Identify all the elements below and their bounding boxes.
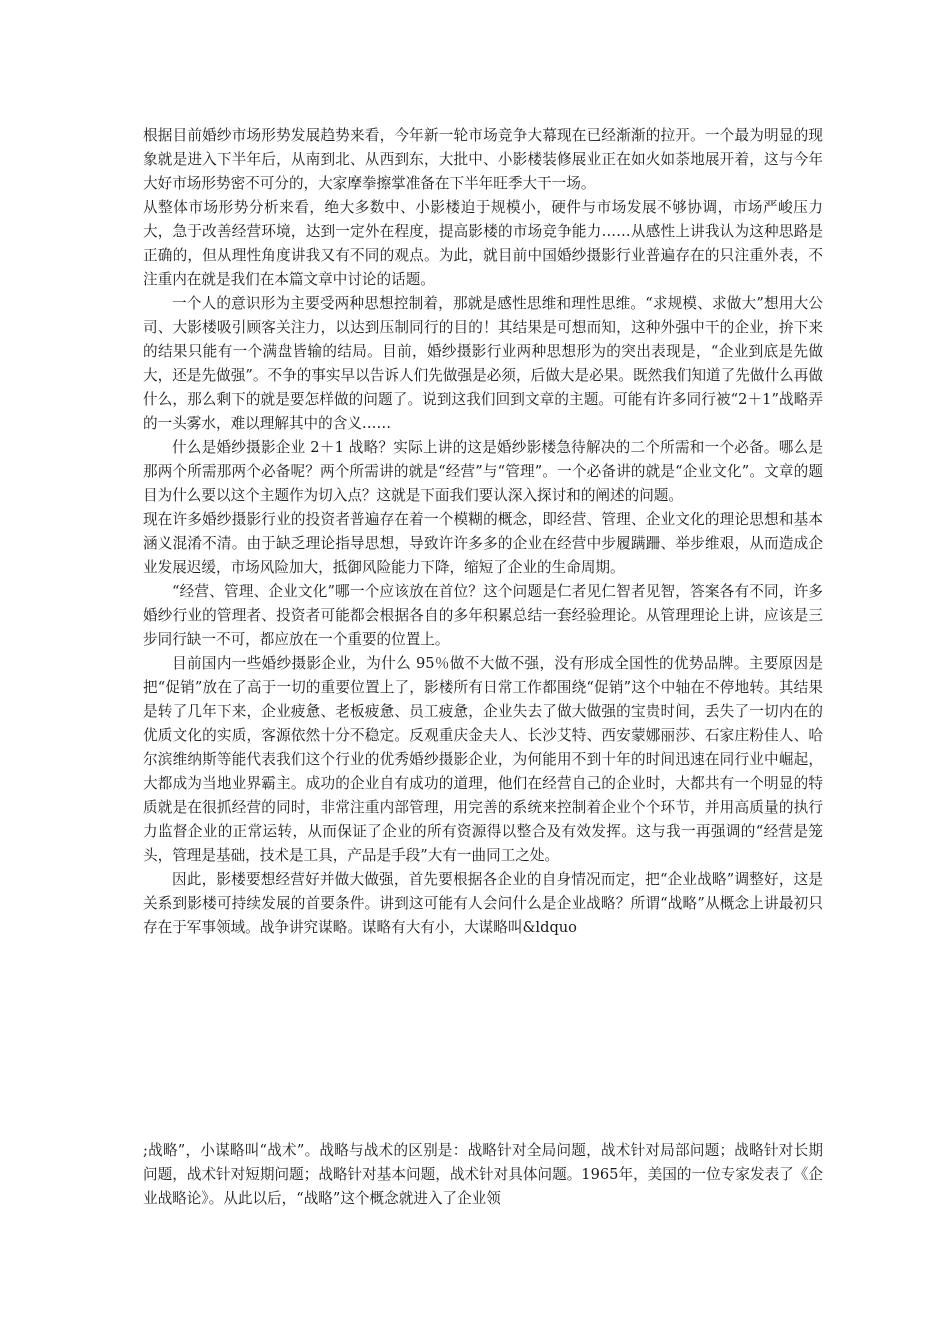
paragraph: 因此，影楼要想经营好并做大做强，首先要根据各企业的自身情况而定，把“企业战略”调整好，这是关系到影楼可持续发展的首要条件。讲到这可能有人会问什么是企业战略？所谓“战略”从概念上讲最初只存在于军事领域。战争讲究谋略。谋略有大有小，大谋略叫&ldquo <box>143 871 823 936</box>
body-text-block-continued <box>143 1139 823 1211</box>
paragraph: “经营、管理、企业文化”哪一个应该放在首位？这个问题是仁者见仁智者见智，答案各有不同，许多婚纱行业的管理者、投资者可能都会根据各自的多年积累总结一套经验理论。从管理理论上讲，应该是三步同行缺一不可，都应放在一个重要的位置上。 <box>143 583 823 648</box>
paragraph: 一个人的意识形为主要受两种思想控制着，那就是感性思维和理性思维。“求规模、求做大”想用大公司、大影楼吸引顾客关注力，以达到压制同行的目的！其结果是可想而知，这种外强中干的企业，拚下来的结果只能有一个满盘皆输的结局。目前，婚纱摄影行业两种思想形为的突出表现是，“企业到底是先做大，还是先做强”。不争的事实早以告诉人们先做强是必须，后做大是必果。既然我们知道了先做什么再做什么，那么剩下的就是要怎样做的问题了。说到这我们回到文章的主题。可能有许多同行被“2＋1”战略弄的一头雾水，难以理解其中的含义…… <box>143 295 823 432</box>
paragraph: 现在许多婚纱摄影行业的投资者普遍存在着一个模糊的概念，即经营、管理、企业文化的理论思想和基本涵义混淆不清。由于缺乏理论指导思想，导致许许多多的企业在经营中步履蹒跚、举步维艰，从而造成企业发展迟缓，市场风险加大，抵御风险能力下降，缩短了企业的生命周期。 <box>143 511 823 576</box>
body-text-block <box>143 124 823 940</box>
paragraph: ;战略”，小谋略叫“战术”。战略与战术的区别是：战略针对全局问题，战术针对局部问题；战略针对长期问题，战术针对短期问题；战略针对基本问题，战术针对具体问题。1965年，美国的一位专家发表了《企业战略论》。从此以后，“战略”这个概念就进入了企业领 <box>143 1142 823 1207</box>
paragraph: 根据目前婚纱市场形势发展趋势来看，今年新一轮市场竞争大幕现在已经渐渐的拉开。一个最为明显的现象就是进入下半年后，从南到北、从西到东，大批中、小影楼装修展业正在如火如荼地展开着，这与今年大好市场形势密不可分的，大家摩拳擦掌准备在下半年旺季大干一场。 <box>143 127 823 192</box>
paragraph: 目前国内一些婚纱摄影企业，为什么 95％做不大做不强，没有形成全国性的优势品牌。主要原因是把“促销”放在了高于一切的重要位置上了，影楼所有日常工作都围绕“促销”这个中轴在不停地转。其结果是转了几年下来，企业疲惫、老板疲惫、员工疲惫，企业失去了做大做强的宝贵时间，丢失了一切内在的优质文化的实质，客源依然十分不稳定。反观重庆金夫人、长沙艾特、西安蒙娜丽莎、石家庄粉佳人、哈尔滨维纳斯等能代表我们这个行业的优秀婚纱摄影企业，为何能用不到十年的时间迅速在同行业中崛起，大都成为当地业界霸主。成功的企业自有成功的道理，他们在经营自己的企业时，大都共有一个明显的特质就是在很抓经营的同时，非常注重内部管理，用完善的系统来控制着企业个个环节，并用高质量的执行力监督企业的正常运转，从而保证了企业的所有资源得以整合及有效发挥。这与我一再强调的“经营是笼头，管理是基础，技术是工具，产品是手段”大有一曲同工之处。 <box>143 655 823 864</box>
paragraph: 从整体市场形势分析来看，绝大多数中、小影楼迫于规模小，硬件与市场发展不够协调，市场严峻压力大，急于改善经营环境，达到一定外在程度，提高影楼的市场竞争能力……从感性上讲我认为这种思路是正确的，但从理性角度讲我又有不同的观点。为此，就目前中国婚纱摄影行业普遍存在的只注重外表，不注重内在就是我们在本篇文章中讨论的话题。 <box>143 199 823 288</box>
paragraph: 什么是婚纱摄影企业 2＋1 战略？实际上讲的这是婚纱影楼急待解决的二个所需和一个必备。哪么是那两个所需那两个必备呢？两个所需讲的就是“经营”与“管理”。一个必备讲的就是“企业文化”。文章的题目为什么要以这个主题作为切入点？这就是下面我们要认深入探讨和的阐述的问题。 <box>143 439 823 504</box>
